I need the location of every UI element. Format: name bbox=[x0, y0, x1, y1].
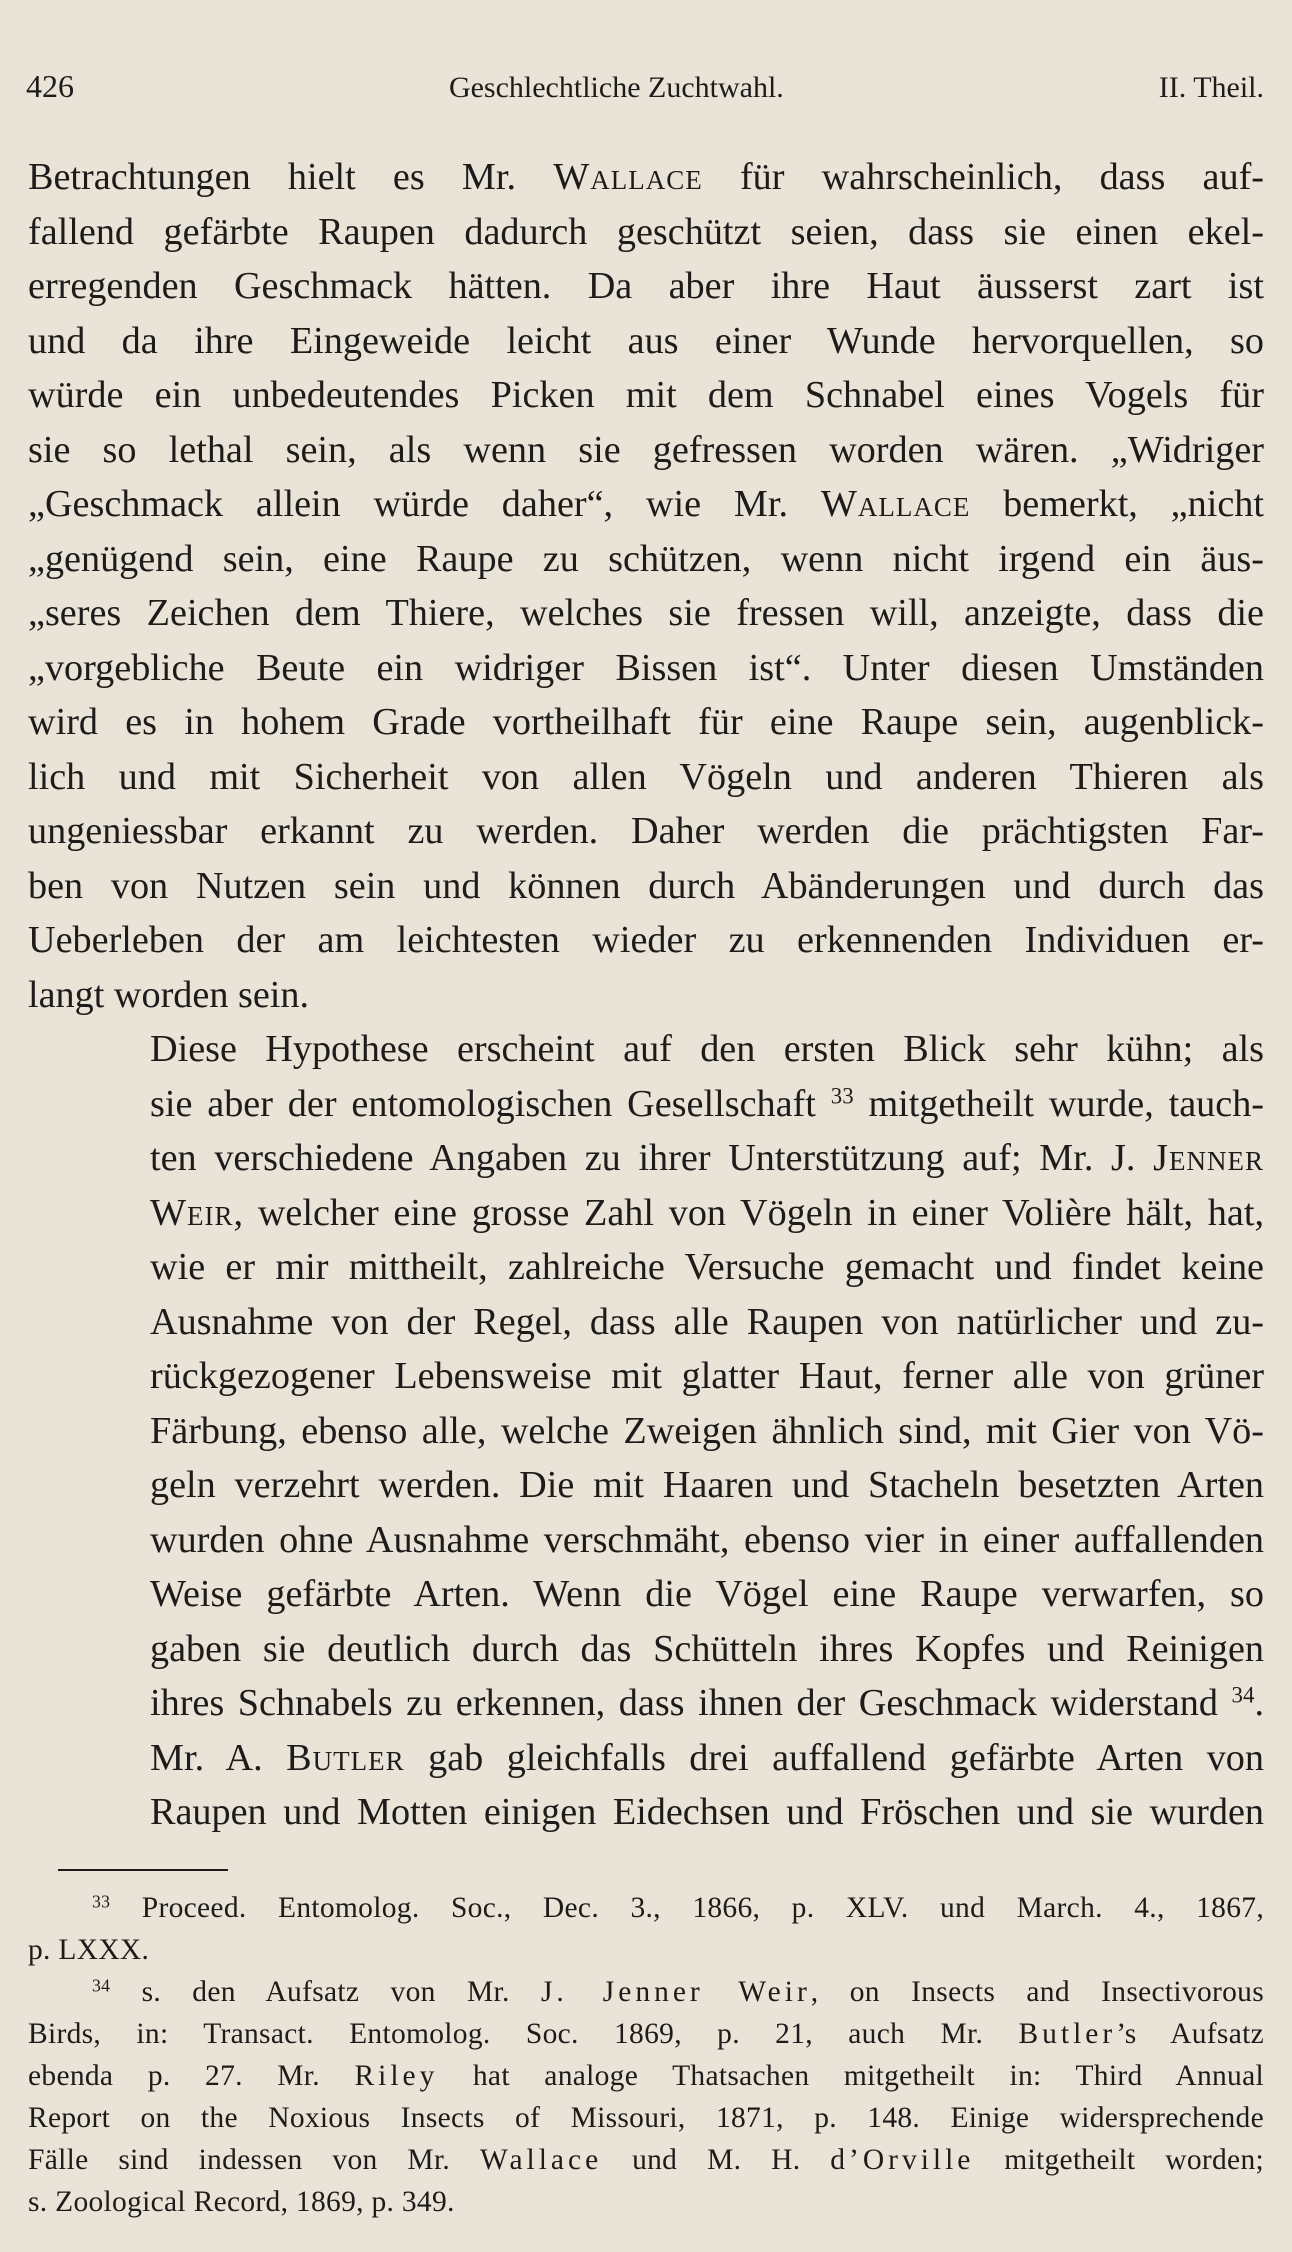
text-line: ben von Nutzen sein und können durch Abänderungen und durch das bbox=[28, 864, 1264, 907]
footnote-line: $^{33}$ Proceed. Entomolog. Soc., Dec. 3., 1866, p. XLV. und March. 4., 1867, bbox=[92, 1891, 1264, 1924]
text-line: geln verzehrt werden. Die mit Haaren und Stacheln besetzten Arten bbox=[150, 1464, 1264, 1506]
footnote-33 bbox=[28, 1887, 1264, 1971]
footnote-divider bbox=[58, 1869, 228, 1871]
text-line: fallend gefärbte Raupen dadurch geschützt seien, dass sie einen ekel- bbox=[28, 210, 1264, 253]
footnote-line: Fälle sind indessen von Mr. Wallace und M. H. d’Orville mitgetheilt worden; bbox=[28, 2144, 1264, 2176]
paragraph-2 bbox=[28, 1022, 1264, 1840]
text-line: wurden ohne Ausnahme verschmäht, ebenso vier in einer auffallenden bbox=[150, 1518, 1264, 1561]
cited-author: Riley bbox=[354, 2060, 439, 2092]
text-line: „seres Zeichen dem Thiere, welches sie fressen will, anzeigte, dass die bbox=[28, 592, 1264, 634]
body-text bbox=[28, 150, 1264, 1840]
footnote-34 bbox=[28, 1971, 1264, 2223]
footnote-mark: 34 bbox=[92, 1975, 111, 1996]
author-name: Wallace bbox=[820, 483, 971, 525]
text-line: und da ihre Eingeweide leicht aus einer Wunde hervorquellen, so bbox=[28, 319, 1264, 362]
running-title: Geschlechtliche Zuchtwahl. bbox=[448, 71, 784, 104]
footnote-line: $^{34}$ s. den Aufsatz von Mr. J. Jenner Weir, on Insects and Insectivorous bbox=[92, 1975, 1264, 2008]
running-header bbox=[26, 62, 1264, 112]
cited-author: d’Orville bbox=[830, 2144, 975, 2176]
footnote-line: Report on the Noxious Insects of Missouri, 1871, p. 148. Einige widersprechende bbox=[28, 2102, 1264, 2134]
text-line: Ueberleben der am leichtesten wieder zu erkennenden Individuen er- bbox=[28, 919, 1264, 961]
text-line: ten verschiedene Angaben zu ihrer Unterstützung auf; Mr. J. Jenner bbox=[150, 1137, 1264, 1179]
text-line: Ausnahme von der Regel, dass alle Raupen von natürlicher und zu- bbox=[150, 1300, 1264, 1343]
footnote-line: Birds, in: Transact. Entomolog. Soc. 1869, p. 21, auch Mr. Butler’s Aufsatz bbox=[28, 2018, 1264, 2050]
text-line: langt worden sein. bbox=[28, 973, 310, 1016]
text-line: rückgezogener Lebensweise mit glatter Haut, ferner alle von grüner bbox=[150, 1355, 1264, 1397]
text-line: sie so lethal sein, als wenn sie gefressen worden wären. „Widriger bbox=[28, 428, 1264, 471]
author-name: Jenner bbox=[1153, 1137, 1264, 1179]
text-line: sie aber der entomologischen Gesellschaft $^{33}$ mitgetheilt wurde, tauch- bbox=[150, 1082, 1264, 1125]
footnote-ref-33[interactable]: 33 bbox=[830, 1082, 854, 1108]
author-name: Wallace bbox=[553, 156, 703, 198]
text-line: würde ein unbedeutendes Picken mit dem Schnabel eines Vogels für bbox=[28, 374, 1264, 416]
text-line: Mr. A. Butler gab gleichfalls drei auffallend gefärbte Arten von bbox=[150, 1736, 1264, 1779]
text-line: „Geschmack allein würde daher“, wie Mr. Wallace bemerkt, „nicht bbox=[28, 483, 1264, 525]
author-name: Butler bbox=[286, 1736, 405, 1779]
text-line: Weir, welcher eine grosse Zahl von Vögeln in einer Volière hält, hat, bbox=[150, 1191, 1264, 1234]
footnote-line: s. Zoological Record, 1869, p. 349. bbox=[28, 2186, 455, 2218]
text-line: „genügend sein, eine Raupe zu schützen, wenn nicht irgend ein äus- bbox=[28, 537, 1264, 580]
text-line: Färbung, ebenso alle, welche Zweigen ähnlich sind, mit Gier von Vö- bbox=[150, 1409, 1264, 1452]
text-line: Diese Hypothese erscheint auf den ersten Blick sehr kühn; als bbox=[150, 1028, 1264, 1070]
footnote-ref-34[interactable]: 34 bbox=[1231, 1682, 1255, 1708]
author-name: Weir bbox=[150, 1191, 234, 1234]
text-line: gaben sie deutlich durch das Schütteln ihres Kopfes und Reinigen bbox=[150, 1627, 1264, 1670]
text-line: Betrachtungen hielt es Mr. Wallace für wahrscheinlich, dass auf- bbox=[28, 156, 1264, 198]
text-line: ungeniessbar erkannt zu werden. Daher werden die prächtigsten Far- bbox=[28, 810, 1264, 852]
part-label: II. Theil. bbox=[1158, 71, 1264, 104]
footnotes bbox=[28, 1887, 1264, 2223]
cited-author: J. Jenner Weir bbox=[540, 1976, 811, 2008]
text-line: „vorgebliche Beute ein widriger Bissen ist“. Unter diesen Umständen bbox=[28, 646, 1264, 689]
text-line: ihres Schnabels zu erkennen, dass ihnen der Geschmack widerstand $^{34}$. bbox=[150, 1682, 1264, 1724]
text-line: erregenden Geschmack hätten. Da aber ihre Haut äusserst zart ist bbox=[28, 265, 1264, 307]
footnote-mark: 33 bbox=[92, 1891, 111, 1912]
cited-author: Wallace bbox=[479, 2144, 603, 2176]
cited-author: Butler bbox=[1018, 2018, 1117, 2050]
text-line: Weise gefärbte Arten. Wenn die Vögel eine Raupe verwarfen, so bbox=[150, 1573, 1264, 1615]
footnote-line: p. LXXX. bbox=[28, 1934, 150, 1966]
text-line: wird es in hohem Grade vortheilhaft für eine Raupe sein, augenblick- bbox=[28, 701, 1264, 743]
footnote-line: ebenda p. 27. Mr. Riley hat analoge Thatsachen mitgetheilt in: Third Annual bbox=[28, 2060, 1264, 2092]
text-line: wie er mir mittheilt, zahlreiche Versuche gemacht und findet keine bbox=[150, 1246, 1264, 1288]
paragraph-1 bbox=[28, 150, 1264, 1022]
text-line: Raupen und Motten einigen Eidechsen und Fröschen und sie wurden bbox=[150, 1791, 1264, 1833]
page-number: 426 bbox=[26, 68, 74, 104]
text-line: lich und mit Sicherheit von allen Vögeln und anderen Thieren als bbox=[28, 755, 1264, 798]
